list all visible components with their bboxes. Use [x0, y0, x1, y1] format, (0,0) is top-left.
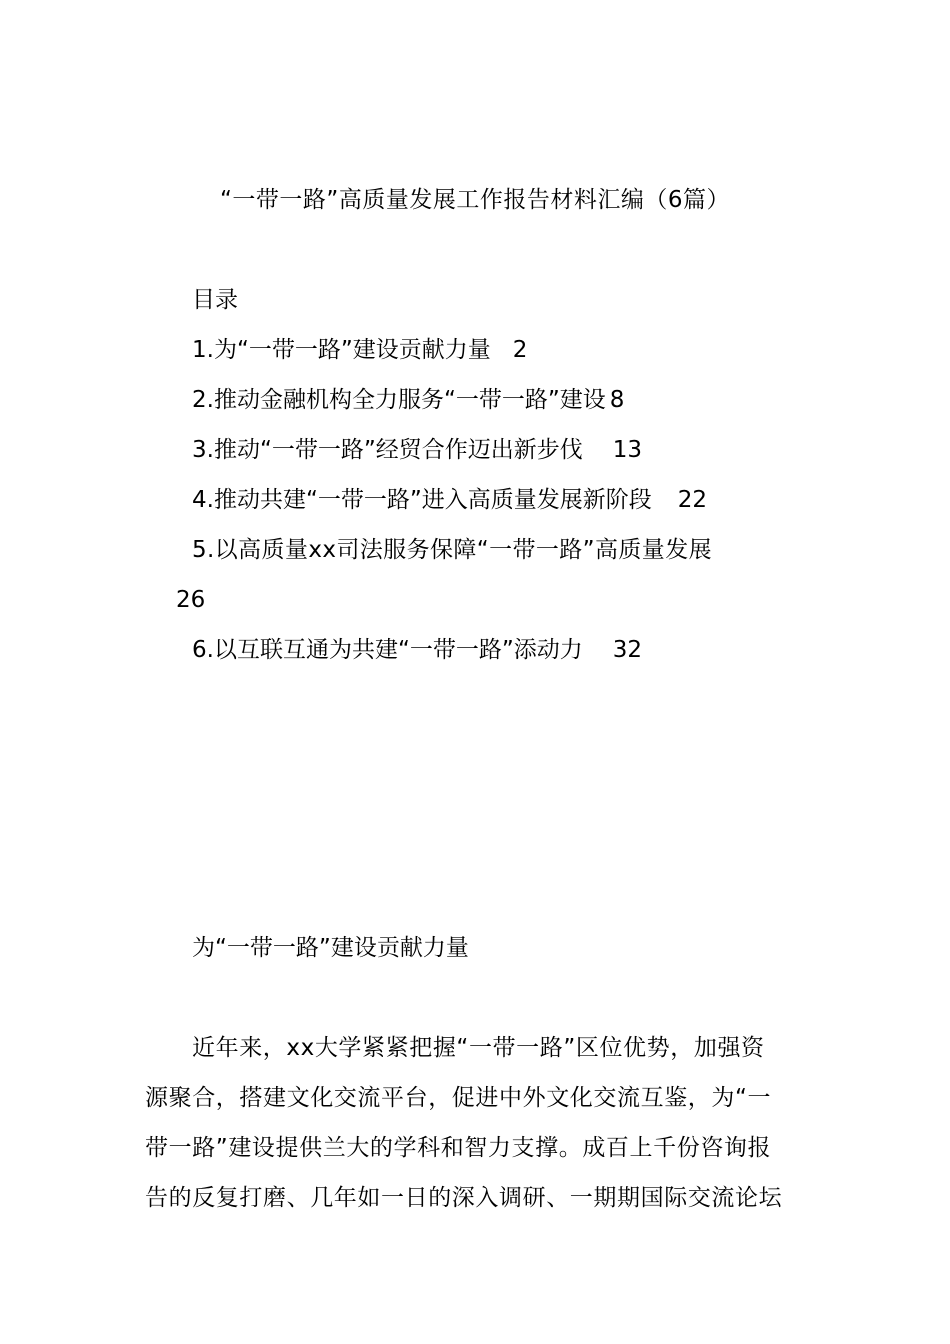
toc-item-label: 6.以互联互通为共建“一带一路”添动力: [192, 637, 583, 663]
toc-item-page: 22: [677, 487, 708, 513]
toc-item-page: 32: [612, 637, 643, 663]
toc-item-label: 3.推动“一带一路”经贸合作迈出新步伐: [192, 437, 583, 463]
toc-item-page: 8: [609, 387, 625, 413]
paragraph-line: 源聚合，搭建文化交流平台，促进中外文化交流互鉴，为“一: [145, 1085, 772, 1111]
toc-item-6[interactable]: [192, 632, 642, 668]
toc-item-4[interactable]: [192, 482, 707, 518]
toc-item-label: 2.推动金融机构全力服务“一带一路”建设: [192, 387, 606, 413]
toc-item-3[interactable]: [192, 432, 642, 468]
toc-item-page: 26: [176, 587, 206, 613]
toc-item-5[interactable]: [192, 532, 712, 568]
toc-item-label: 4.推动共建“一带一路”进入高质量发展新阶段: [192, 487, 652, 513]
toc-item-page: 13: [612, 437, 643, 463]
toc-heading: 目录: [192, 287, 238, 313]
toc-item-label: 1.为“一带一路”建设贡献力量: [192, 337, 491, 363]
section-title: 为“一带一路”建设贡献力量: [192, 935, 469, 961]
toc-item-page: 2: [512, 337, 528, 363]
toc-item-1[interactable]: [192, 332, 527, 368]
toc-item-5-page-line[interactable]: [176, 582, 205, 618]
paragraph-line: 告的反复打磨、几年如一日的深入调研、一期期国际交流论坛: [145, 1185, 783, 1211]
document-title: “一带一路”高质量发展工作报告材料汇编（6篇）: [220, 187, 730, 213]
paragraph-line: 近年来，xx大学紧紧把握“一带一路”区位优势，加强资: [192, 1035, 765, 1061]
toc-item-label: 5.以高质量xx司法服务保障“一带一路”高质量发展: [192, 537, 712, 563]
toc-item-2[interactable]: [192, 382, 624, 418]
paragraph-line: 带一路”建设提供兰大的学科和智力支撑。成百上千份咨询报: [145, 1135, 772, 1161]
